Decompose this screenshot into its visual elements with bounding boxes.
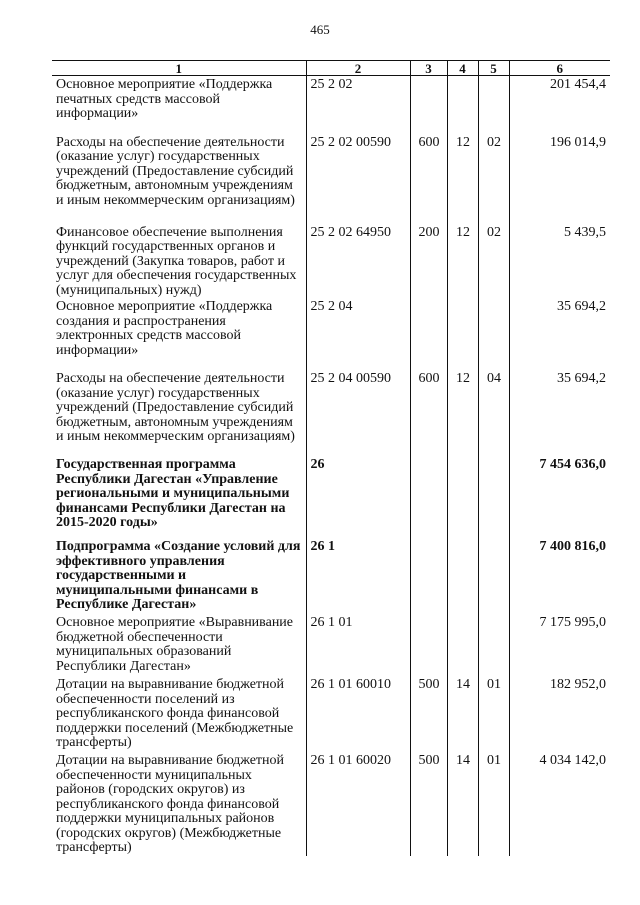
row-name-cell: Расходы на обеспечение деятельности (оказание услуг) государственных учреждений (Предоставление субсидий бюджетным, автономным учреждениям и иным некоммерческим организациям) xyxy=(56,371,295,444)
row-pr-cell xyxy=(478,298,509,370)
row-pr-cell xyxy=(478,76,509,134)
row-code-cell: 26 1 01 60010 xyxy=(306,676,410,752)
row-sum-cell: 5 439,5 xyxy=(509,224,610,299)
row-rz-cell xyxy=(447,538,478,614)
row-sum-cell: 196 014,9 xyxy=(509,134,610,224)
row-code-cell: 25 2 04 xyxy=(306,298,410,370)
row-code-cell: 26 xyxy=(306,456,410,538)
row-name-cell: Основное мероприятие «Поддержка создания и распространения электронных средств массовой информации» xyxy=(56,299,273,358)
row-code-cell: 25 2 02 00590 xyxy=(306,134,410,224)
row-name-cell: Подпрограмма «Создание условий для эффективного управления государственными и муниципальными финансами в Республике Дагестан» xyxy=(56,539,301,612)
row-code-cell: 26 1 01 xyxy=(306,614,410,676)
row-rz-cell xyxy=(447,298,478,370)
row-code-cell: 25 2 02 64950 xyxy=(306,224,410,299)
row-pr-cell: 04 xyxy=(478,370,509,456)
row-name-cell: Государственная программа Республики Дагестан «Управление региональными и муниципальными финансами Республики Дагестан на 2015-2020 годы» xyxy=(56,457,290,530)
column-header-3: 3 xyxy=(410,61,447,76)
row-name-cell: Дотации на выравнивание бюджетной обеспеченности муниципальных районов (городских округов) из республиканского фонда финансовой поддержки муниципальных районов (городских округов) (Межбюджетные трансферты) xyxy=(56,753,285,855)
row-code-cell: 25 2 04 00590 xyxy=(306,370,410,456)
row-pr-cell: 02 xyxy=(478,224,509,299)
row-rz-cell: 12 xyxy=(447,224,478,299)
row-sum-cell: 7 175 995,0 xyxy=(509,614,610,676)
row-name-cell: Основное мероприятие «Поддержка печатных средств массовой информации» xyxy=(56,77,273,121)
table-row xyxy=(52,456,610,538)
table-row xyxy=(52,538,610,614)
row-sum-cell: 7 454 636,0 xyxy=(509,456,610,538)
row-rz-cell: 12 xyxy=(447,134,478,224)
column-header-4: 4 xyxy=(447,61,478,76)
row-pr-cell xyxy=(478,456,509,538)
row-rz-cell: 14 xyxy=(447,752,478,856)
row-vr-cell xyxy=(410,76,447,134)
row-vr-cell: 500 xyxy=(410,752,447,856)
row-sum-cell: 182 952,0 xyxy=(509,676,610,752)
row-name-cell: Дотации на выравнивание бюджетной обеспеченности поселений из республиканского фонда финансовой поддержки поселений (Межбюджетные трансферты) xyxy=(56,677,294,750)
row-vr-cell xyxy=(410,298,447,370)
column-header-2: 2 xyxy=(306,61,410,76)
column-header-5: 5 xyxy=(478,61,509,76)
row-sum-cell: 35 694,2 xyxy=(509,298,610,370)
row-sum-cell: 35 694,2 xyxy=(509,370,610,456)
budget-table xyxy=(52,60,610,856)
row-vr-cell xyxy=(410,538,447,614)
row-rz-cell xyxy=(447,614,478,676)
table-header-row xyxy=(52,61,610,76)
row-vr-cell xyxy=(410,614,447,676)
row-name-cell: Расходы на обеспечение деятельности (оказание услуг) государственных учреждений (Предоставление субсидий бюджетным, автономным учреждениям и иным некоммерческим организациям) xyxy=(56,134,295,208)
table-row xyxy=(52,76,610,134)
row-vr-cell: 200 xyxy=(410,224,447,299)
row-pr-cell xyxy=(478,614,509,676)
row-pr-cell xyxy=(478,538,509,614)
row-rz-cell xyxy=(447,76,478,134)
row-vr-cell: 500 xyxy=(410,676,447,752)
table-row xyxy=(52,752,610,856)
row-pr-cell: 01 xyxy=(478,752,509,856)
row-sum-cell: 4 034 142,0 xyxy=(509,752,610,856)
row-rz-cell: 14 xyxy=(447,676,478,752)
row-sum-cell: 7 400 816,0 xyxy=(509,538,610,614)
row-rz-cell xyxy=(447,456,478,538)
column-header-1: 1 xyxy=(52,61,306,76)
row-pr-cell: 02 xyxy=(478,134,509,224)
row-vr-cell xyxy=(410,456,447,538)
row-code-cell: 25 2 02 xyxy=(306,76,410,134)
table-row xyxy=(52,224,610,299)
column-header-6: 6 xyxy=(509,61,610,76)
row-code-cell: 26 1 xyxy=(306,538,410,614)
table-row xyxy=(52,370,610,456)
budget-table-container xyxy=(52,60,610,856)
row-name-cell: Основное мероприятие «Выравнивание бюджетной обеспеченности муниципальных образований Республики Дагестан» xyxy=(56,615,294,674)
row-code-cell: 26 1 01 60020 xyxy=(306,752,410,856)
table-row xyxy=(52,676,610,752)
page-number: 465 xyxy=(310,22,330,37)
row-sum-cell: 201 454,4 xyxy=(509,76,610,134)
table-row xyxy=(52,134,610,224)
row-pr-cell: 01 xyxy=(478,676,509,752)
row-vr-cell: 600 xyxy=(410,134,447,224)
row-vr-cell: 600 xyxy=(410,370,447,456)
row-rz-cell: 12 xyxy=(447,370,478,456)
table-row xyxy=(52,298,610,370)
table-row xyxy=(52,614,610,676)
row-name-cell: Финансовое обеспечение выполнения функций государственных органов и учреждений (Закупка товаров, работ и услуг для обеспечения государственных (муниципальных) нужд) xyxy=(56,224,297,298)
